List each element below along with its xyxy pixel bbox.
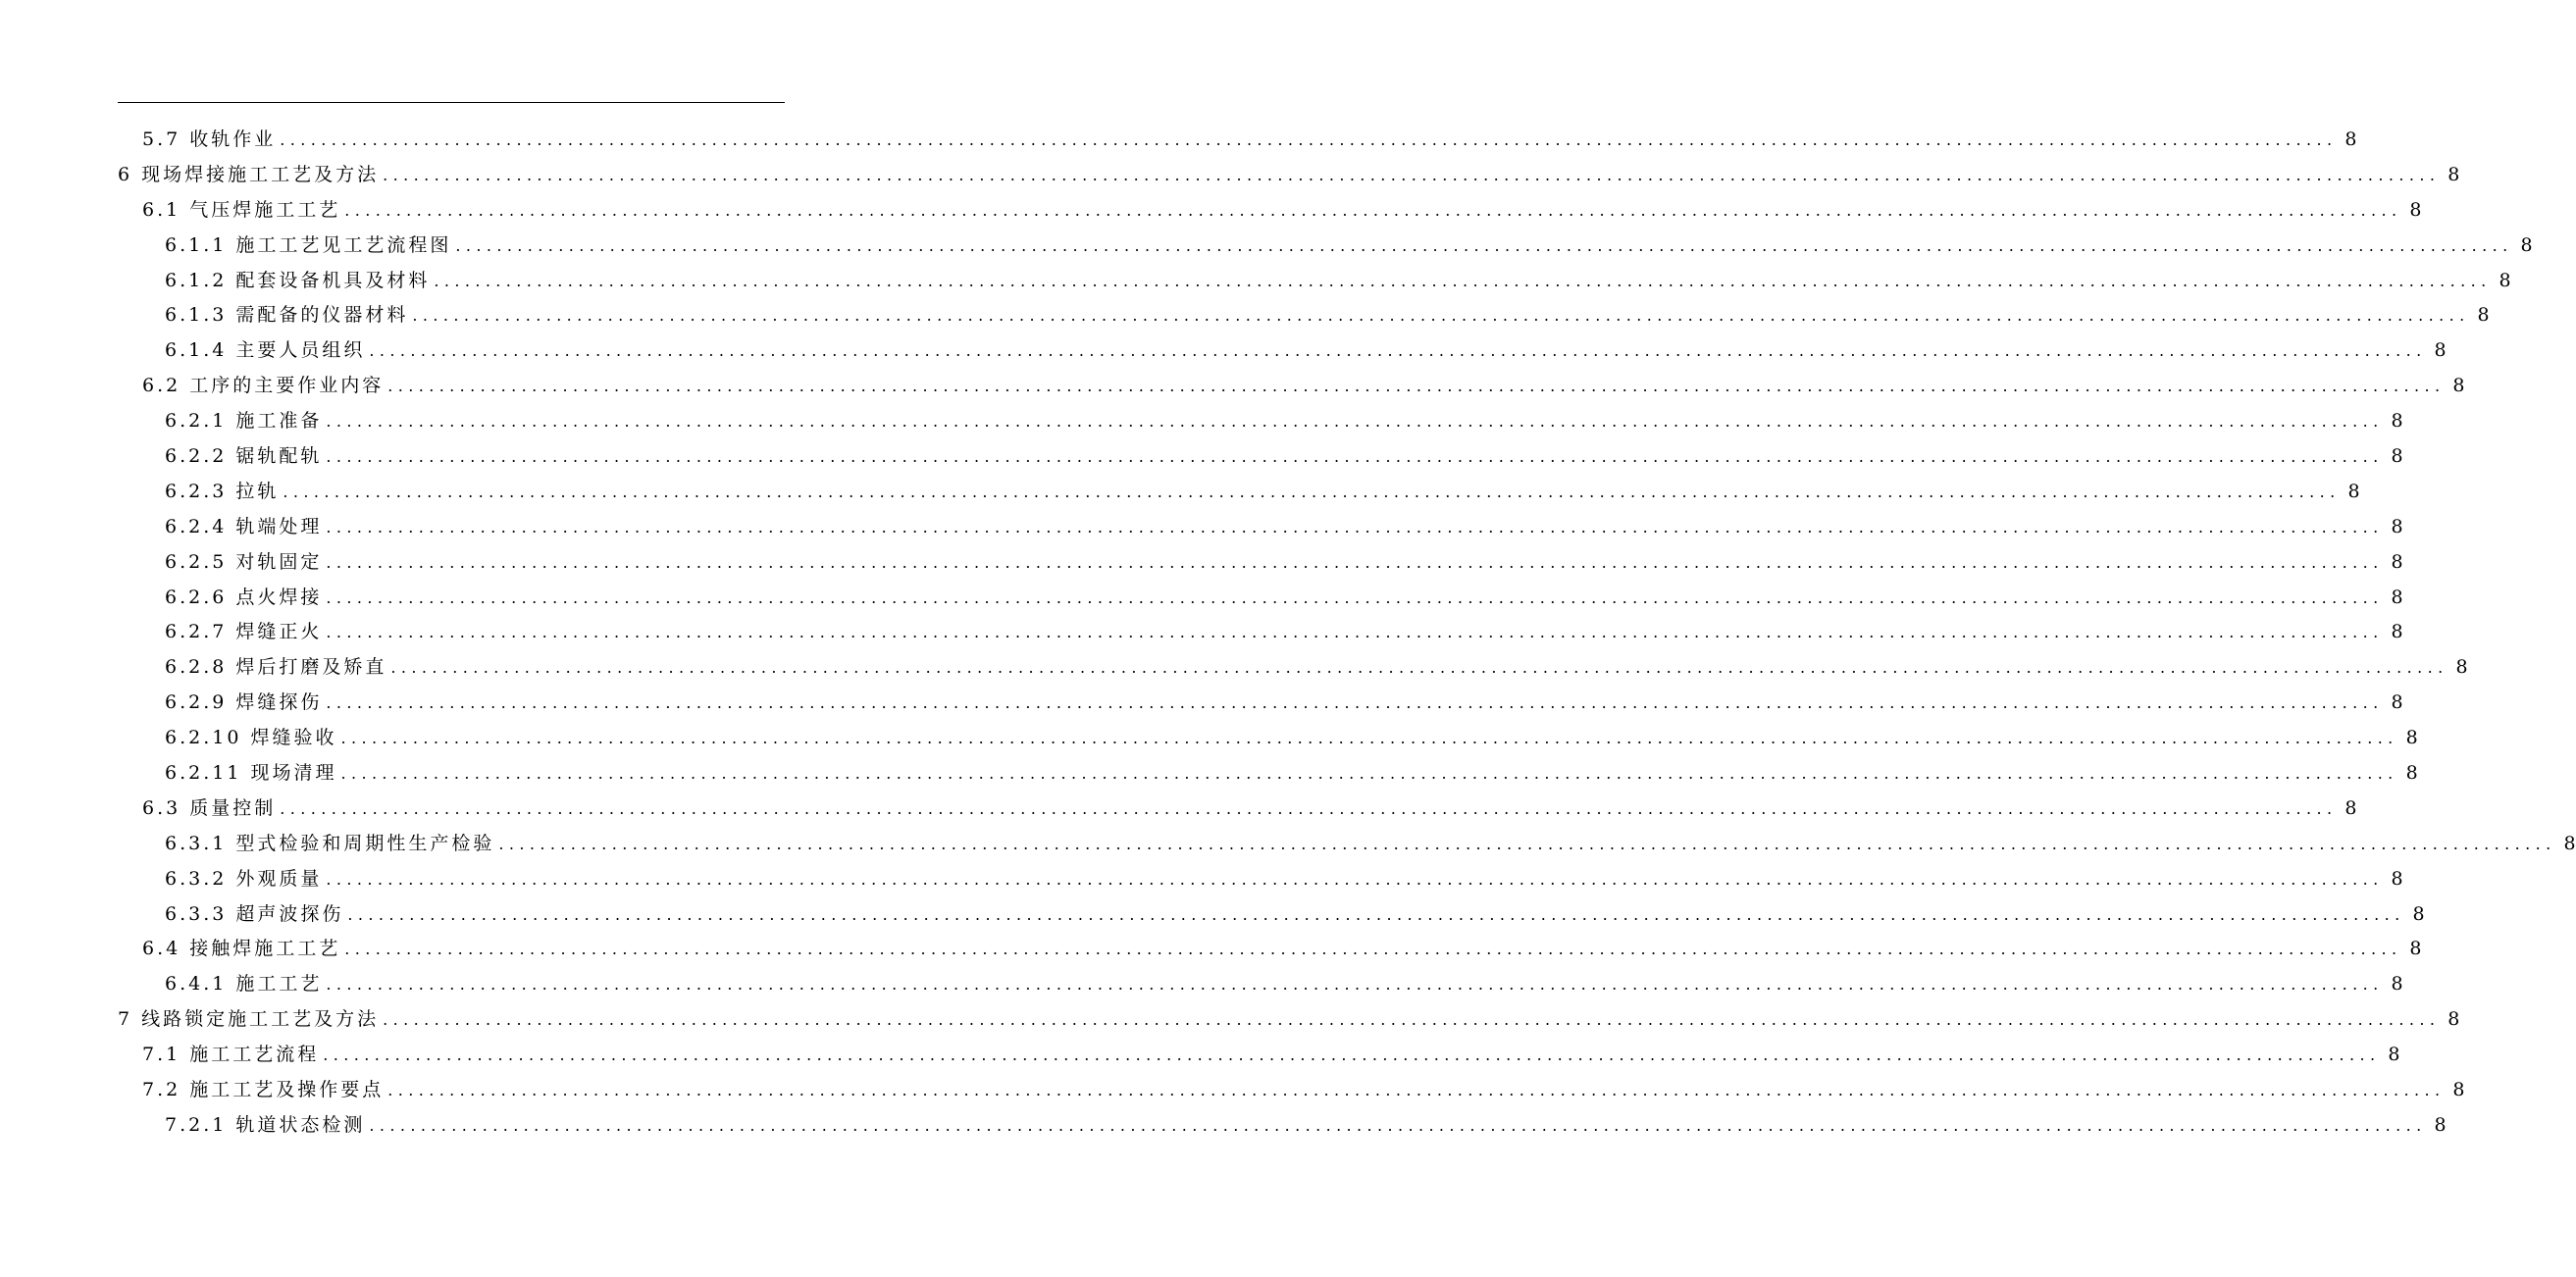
toc-entry-title: 6.1.2 配套设备机具及材料 (165, 269, 431, 291)
toc-entry-title: 6.2 工序的主要作业内容 (142, 375, 385, 397)
toc-entry[interactable] (0, 229, 2533, 264)
toc-page-number: 8 (2452, 1079, 2465, 1101)
toc-entry[interactable] (0, 792, 2357, 827)
toc-dot-leader: ........................................................................................................................................................................................................ (280, 798, 2338, 818)
toc-page-number: 8 (2391, 691, 2403, 714)
toc-entry[interactable] (0, 1108, 2447, 1144)
toc-page-number: 8 (2447, 1008, 2460, 1031)
toc-page-number: 8 (2412, 902, 2425, 925)
toc-page-number: 8 (2391, 867, 2403, 890)
toc-entry[interactable] (0, 475, 2360, 510)
toc-entry-title: 6.1.3 需配备的仪器材料 (165, 304, 409, 327)
toc-page-number: 8 (2344, 796, 2357, 819)
toc-entry-title: 6.2.9 焊缝探伤 (165, 691, 323, 714)
toc-dot-leader: ........................................................................................................................................................................................................ (387, 1081, 2446, 1100)
toc-page-number: 8 (2391, 550, 2403, 573)
toc-entry-title: 7.1 施工工艺流程 (142, 1044, 320, 1066)
toc-page-number: 8 (2405, 727, 2418, 749)
toc-entry-title: 7 线路锁定施工工艺及方法 (118, 1008, 380, 1031)
toc-entry[interactable] (0, 615, 2403, 650)
toc-page-number: 8 (2409, 198, 2422, 221)
toc-entry[interactable] (0, 369, 2465, 404)
toc-dot-leader: ........................................................................................................................................................................................................ (412, 306, 2470, 326)
toc-entry-title: 6.2.7 焊缝正火 (165, 621, 323, 643)
toc-entry-title: 6.2.5 对轨固定 (165, 550, 323, 573)
toc-dot-leader: ........................................................................................................................................................................................................ (344, 940, 2402, 959)
toc-entry-title: 6.1.1 施工工艺见工艺流程图 (165, 233, 452, 256)
toc-entry-title: 6.1 气压焊施工工艺 (142, 198, 341, 221)
toc-page-number: 8 (2434, 339, 2447, 362)
toc-entry[interactable] (0, 1002, 2460, 1038)
toc-entry[interactable] (0, 510, 2403, 545)
toc-entry-title: 6.2.2 锯轨配轨 (165, 445, 323, 468)
toc-page-number: 8 (2563, 832, 2576, 854)
toc-dot-leader: ........................................................................................................................................................................................................ (498, 834, 2556, 853)
toc-entry-title: 6.3.2 外观质量 (165, 867, 323, 890)
toc-dot-leader: ........................................................................................................................................................................................................ (326, 517, 2384, 536)
toc-page-number: 8 (2344, 128, 2357, 150)
toc-dot-leader: ........................................................................................................................................................................................................ (369, 1115, 2427, 1135)
toc-dot-leader: ........................................................................................................................................................................................................ (326, 623, 2384, 642)
toc-dot-leader: ........................................................................................................................................................................................................ (340, 764, 2398, 784)
toc-entry[interactable] (0, 404, 2403, 439)
toc-dot-leader: ........................................................................................................................................................................................................ (340, 729, 2398, 748)
toc-dot-leader: ........................................................................................................................................................................................................ (323, 1046, 2381, 1065)
toc-page-number: 8 (2520, 233, 2533, 256)
toc-entry[interactable] (0, 193, 2422, 229)
header-rule (118, 102, 785, 103)
toc-page-number: 8 (2391, 973, 2403, 996)
toc-entry[interactable] (0, 897, 2425, 933)
toc-dot-leader: ........................................................................................................................................................................................................ (326, 693, 2384, 713)
toc-entry[interactable] (0, 333, 2447, 369)
toc-page-number: 8 (2391, 515, 2403, 537)
toc-entry[interactable] (0, 581, 2403, 616)
toc-dot-leader: ........................................................................................................................................................................................................ (434, 271, 2492, 290)
toc-dot-leader: ........................................................................................................................................................................................................ (326, 869, 2384, 889)
toc-entry-title: 7.2.1 轨道状态检测 (165, 1113, 366, 1136)
toc-entry-title: 6.2.3 拉轨 (165, 480, 280, 502)
toc-entry-title: 6.4.1 施工工艺 (165, 973, 323, 996)
toc-entry-title: 6.2.1 施工准备 (165, 410, 323, 433)
toc-entry[interactable] (0, 1038, 2400, 1073)
toc-dot-leader: ........................................................................................................................................................................................................ (326, 552, 2384, 572)
toc-page-number: 8 (2452, 375, 2465, 397)
toc-dot-leader: ........................................................................................................................................................................................................ (344, 200, 2402, 220)
toc-page-number: 8 (2391, 586, 2403, 608)
toc-page-number: 8 (2391, 410, 2403, 433)
toc-entry-title: 6.2.6 点火焊接 (165, 586, 323, 608)
toc-entry[interactable] (0, 158, 2460, 193)
toc-entry-title: 6.2.4 轨端处理 (165, 515, 323, 537)
toc-page-number: 8 (2434, 1113, 2447, 1136)
toc-entry[interactable] (0, 439, 2403, 475)
toc-entry[interactable] (0, 545, 2403, 581)
toc-page-number: 8 (2499, 269, 2511, 291)
toc-page-number: 8 (2409, 938, 2422, 960)
toc-entry[interactable] (0, 827, 2576, 862)
toc-dot-leader: ........................................................................................................................................................................................................ (283, 482, 2341, 501)
toc-page-number: 8 (2391, 621, 2403, 643)
toc-page-number: 8 (2391, 445, 2403, 468)
toc-entry[interactable] (0, 721, 2418, 756)
toc-entry-title: 6.3.3 超声波探伤 (165, 902, 344, 925)
toc-page-number: 8 (2447, 163, 2460, 185)
toc-entry-title: 6.3.1 型式检验和周期性生产检验 (165, 832, 495, 854)
toc-dot-leader: ........................................................................................................................................................................................................ (326, 412, 2384, 432)
toc-entry[interactable] (0, 1073, 2465, 1108)
toc-dot-leader: ........................................................................................................................................................................................................ (326, 975, 2384, 995)
toc-entry[interactable] (0, 298, 2490, 333)
toc-dot-leader: ........................................................................................................................................................................................................ (326, 587, 2384, 607)
table-of-contents (0, 123, 2576, 1144)
toc-entry[interactable] (0, 967, 2403, 1002)
toc-entry[interactable] (0, 932, 2422, 967)
toc-page-number: 8 (2405, 762, 2418, 785)
toc-dot-leader: ........................................................................................................................................................................................................ (387, 377, 2446, 396)
toc-dot-leader: ........................................................................................................................................................................................................ (390, 658, 2448, 678)
toc-page-number: 8 (2455, 656, 2468, 679)
toc-dot-leader: ........................................................................................................................................................................................................ (347, 904, 2405, 924)
toc-entry[interactable] (0, 650, 2468, 686)
toc-entry[interactable] (0, 264, 2511, 299)
toc-page-number: 8 (2477, 304, 2490, 327)
toc-entry-title: 6.2.8 焊后打磨及矫直 (165, 656, 387, 679)
toc-entry-title: 6.3 质量控制 (142, 796, 277, 819)
toc-dot-leader: ........................................................................................................................................................................................................ (383, 165, 2441, 184)
toc-entry-title: 6.4 接触焊施工工艺 (142, 938, 341, 960)
toc-entry[interactable] (0, 123, 2357, 158)
toc-page-number: 8 (2388, 1044, 2400, 1066)
toc-entry[interactable] (0, 686, 2403, 721)
toc-entry-title: 6 现场焊接施工工艺及方法 (118, 163, 380, 185)
toc-entry-title: 6.1.4 主要人员组织 (165, 339, 366, 362)
toc-entry-title: 6.2.10 焊缝验收 (165, 727, 337, 749)
toc-dot-leader: ........................................................................................................................................................................................................ (369, 341, 2427, 361)
toc-dot-leader: ........................................................................................................................................................................................................ (455, 235, 2513, 255)
toc-entry-title: 6.2.11 现场清理 (165, 762, 337, 785)
toc-dot-leader: ........................................................................................................................................................................................................ (280, 130, 2338, 149)
toc-dot-leader: ........................................................................................................................................................................................................ (383, 1010, 2441, 1030)
toc-entry-title: 5.7 收轨作业 (142, 128, 277, 150)
toc-page-number: 8 (2347, 480, 2360, 502)
toc-entry[interactable] (0, 756, 2418, 792)
toc-dot-leader: ........................................................................................................................................................................................................ (326, 447, 2384, 467)
toc-entry[interactable] (0, 862, 2403, 897)
toc-entry-title: 7.2 施工工艺及操作要点 (142, 1079, 385, 1101)
